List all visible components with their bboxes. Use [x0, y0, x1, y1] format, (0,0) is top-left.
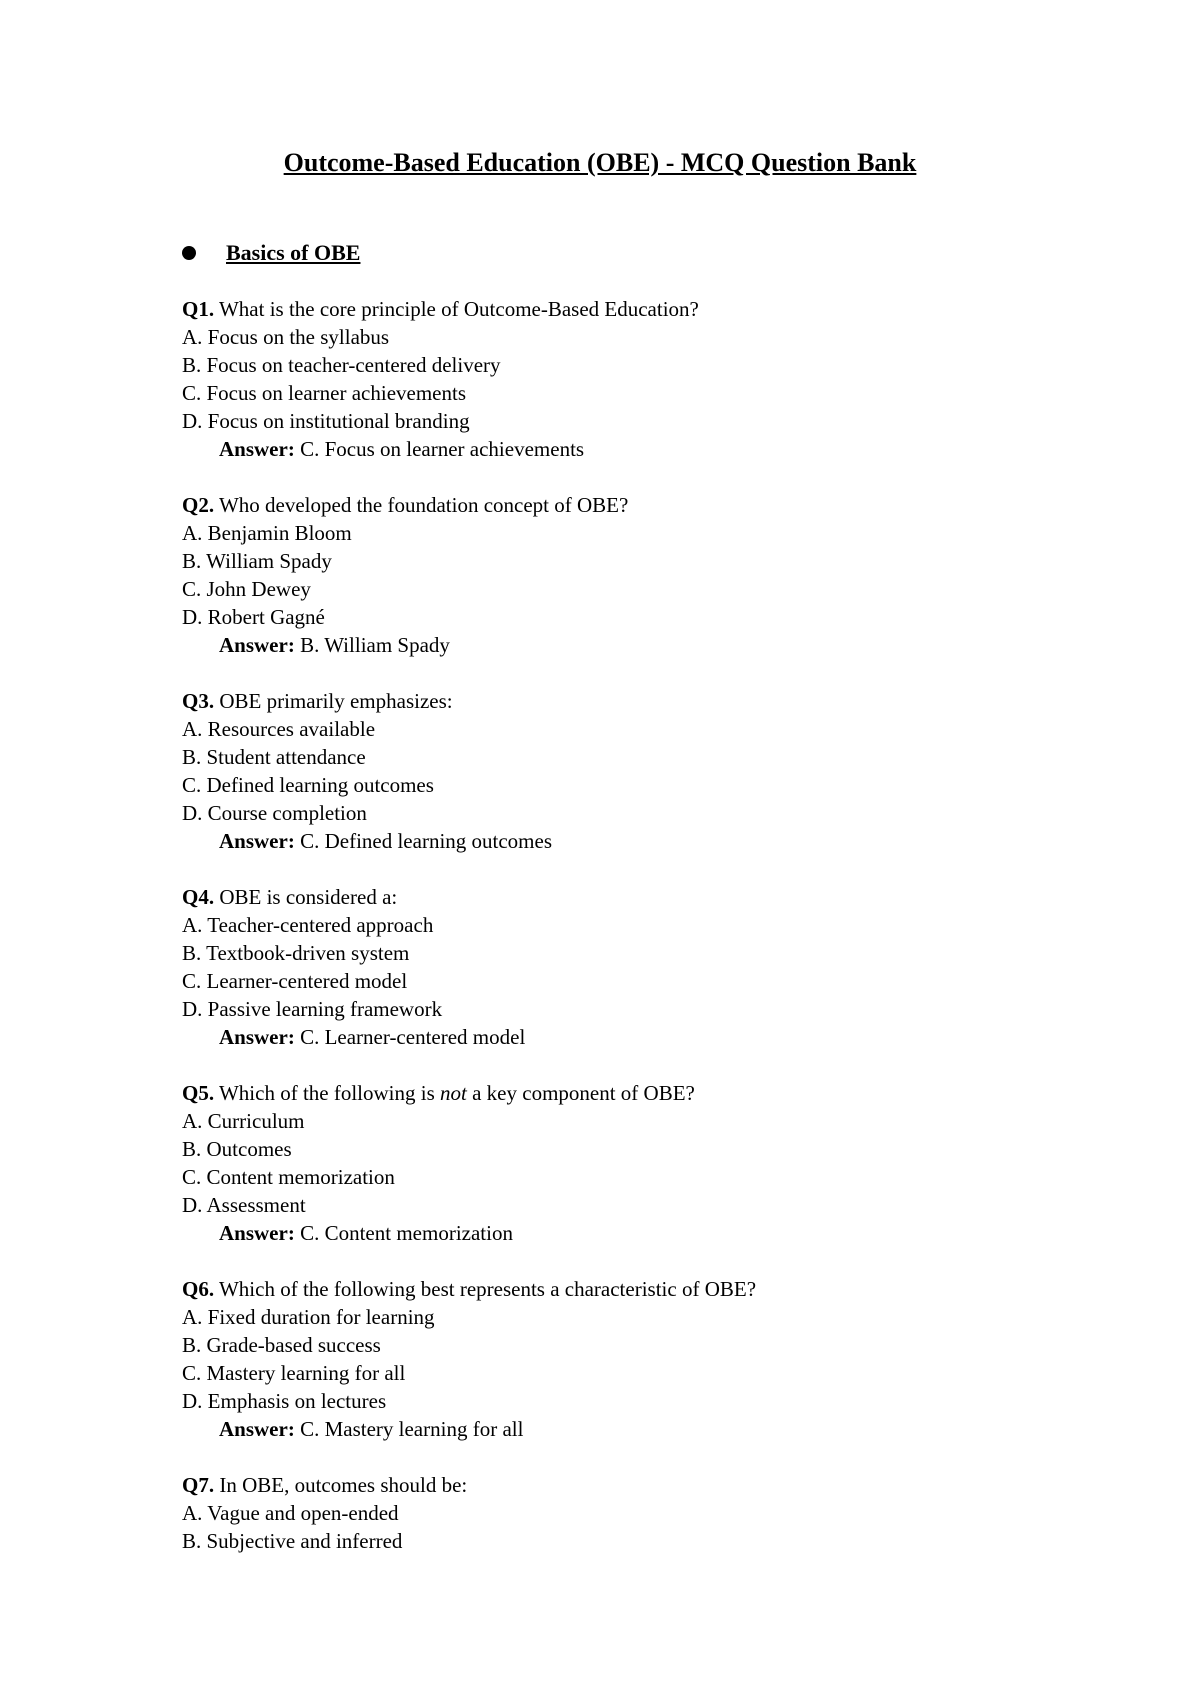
option-d: D. Focus on institutional branding [182, 409, 470, 433]
answer-label: Answer: [219, 1025, 295, 1049]
option-c: C. Focus on learner achievements [182, 381, 466, 405]
answer-label: Answer: [219, 829, 295, 853]
question-q5 [182, 1079, 756, 1247]
option-b: B. Focus on teacher-centered delivery [182, 353, 501, 377]
option-a: A. Curriculum [182, 1109, 305, 1133]
question-q4 [182, 883, 756, 1051]
answer-label: Answer: [219, 1417, 295, 1441]
option-d: D. Emphasis on lectures [182, 1389, 387, 1413]
question-q3 [182, 687, 756, 855]
question-number: Q6. [182, 1277, 215, 1301]
question-text [182, 295, 756, 323]
question-stem-after: a key component of OBE? [472, 1081, 695, 1105]
option-b: B. Student attendance [182, 745, 366, 769]
question-number: Q1. [182, 297, 215, 321]
option-c: C. John Dewey [182, 577, 311, 601]
answer-line [182, 631, 756, 659]
question-number: Q2. [182, 493, 215, 517]
section-title: Basics of OBE [226, 240, 361, 265]
question-text [182, 883, 756, 911]
question-q2 [182, 491, 756, 659]
question-number: Q3. [182, 689, 215, 713]
section-header [182, 239, 360, 267]
answer-text: C. Mastery learning for all [300, 1417, 524, 1441]
answer-line [182, 1023, 756, 1051]
question-q1 [182, 295, 756, 463]
question-stem-emphasis: not [440, 1081, 467, 1105]
question-text [182, 687, 756, 715]
option-a: A. Fixed duration for learning [182, 1305, 435, 1329]
question-text [182, 1079, 756, 1107]
option-d: D. Robert Gagné [182, 605, 325, 629]
option-c: C. Content memorization [182, 1165, 395, 1189]
question-stem-before: Which of the following is [218, 1081, 435, 1105]
question-stem: OBE is considered a: [219, 885, 398, 909]
option-b: B. William Spady [182, 549, 332, 573]
question-q6 [182, 1275, 756, 1443]
option-d: D. Passive learning framework [182, 997, 443, 1021]
answer-line [182, 435, 756, 463]
answer-text: C. Content memorization [300, 1221, 513, 1245]
document-title: Outcome-Based Education (OBE) - MCQ Question Bank [283, 148, 917, 177]
option-a: A. Focus on the syllabus [182, 325, 390, 349]
option-a: A. Vague and open-ended [182, 1501, 399, 1525]
answer-text: C. Focus on learner achievements [300, 437, 585, 461]
answer-label: Answer: [219, 437, 295, 461]
answer-text: C. Learner-centered model [300, 1025, 526, 1049]
option-b: B. Grade-based success [182, 1333, 381, 1357]
question-number: Q7. [182, 1473, 215, 1497]
option-d: D. Course completion [182, 801, 367, 825]
question-stem: OBE primarily emphasizes: [219, 689, 453, 713]
question-q7 [182, 1471, 756, 1555]
option-a: A. Resources available [182, 717, 376, 741]
question-list [182, 295, 756, 1583]
option-a: A. Teacher-centered approach [182, 913, 434, 937]
answer-label: Answer: [219, 1221, 295, 1245]
question-text [182, 1275, 756, 1303]
question-stem: What is the core principle of Outcome-Based Education? [218, 297, 699, 321]
option-b: B. Outcomes [182, 1137, 292, 1161]
question-text [182, 1471, 756, 1499]
option-d: D. Assessment [182, 1193, 306, 1217]
question-stem: Who developed the foundation concept of OBE? [218, 493, 629, 517]
question-number: Q4. [182, 885, 215, 909]
option-a: A. Benjamin Bloom [182, 521, 352, 545]
option-b: B. Subjective and inferred [182, 1529, 403, 1553]
option-b: B. Textbook-driven system [182, 941, 410, 965]
question-stem: Which of the following best represents a characteristic of OBE? [218, 1277, 757, 1301]
answer-label: Answer: [219, 633, 295, 657]
question-stem: In OBE, outcomes should be: [219, 1473, 468, 1497]
option-c: C. Learner-centered model [182, 969, 408, 993]
answer-line [182, 1415, 756, 1443]
option-c: C. Mastery learning for all [182, 1361, 406, 1385]
answer-line [182, 827, 756, 855]
option-c: C. Defined learning outcomes [182, 773, 434, 797]
bullet-icon [182, 246, 196, 260]
answer-text: B. William Spady [300, 633, 450, 657]
answer-text: C. Defined learning outcomes [300, 829, 553, 853]
answer-line [182, 1219, 756, 1247]
question-text [182, 491, 756, 519]
question-number: Q5. [182, 1081, 215, 1105]
